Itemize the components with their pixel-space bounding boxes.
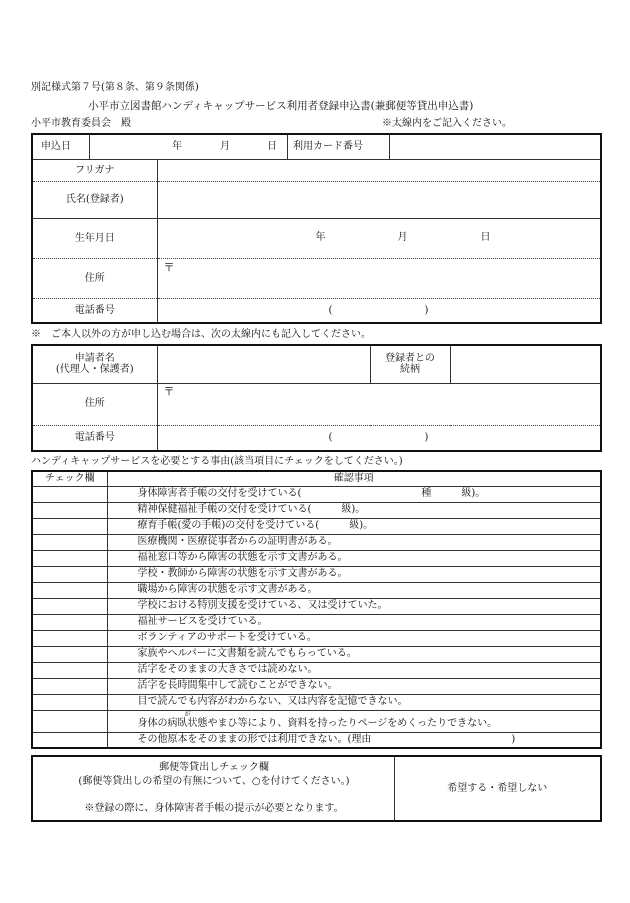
phone-paren-close: ): [424, 304, 429, 316]
checklist-item: 身体の病臥状態やまひ等により、資料を持ったりページをめくったりできない。: [137, 718, 498, 730]
relation-label: [370, 345, 450, 383]
form-title: 小平市立図書館ハンディキャップサービス利用者登録申込書(兼郵便等貸出申込書): [88, 100, 474, 112]
relation-label-line1: 登録者との: [385, 352, 435, 364]
name-label: 氏名(登録者): [32, 182, 157, 219]
birth-month: 月: [397, 231, 408, 243]
checklist-table: [31, 470, 602, 749]
apply-date-month: 月: [220, 141, 230, 153]
birth-day: 日: [480, 231, 491, 243]
checklist-item: 学校における特別支援を受けている、又は受けていた。: [107, 598, 601, 614]
postal-mark: 〒: [163, 260, 175, 274]
proxy-phone-field[interactable]: [157, 425, 601, 451]
proxy-form: [31, 344, 602, 452]
checklist-item: 福祉サービスを受けている。: [107, 614, 601, 630]
form-number: 別記様式第７号(第８条、第９条関係): [31, 82, 199, 93]
check-cell[interactable]: [32, 550, 107, 566]
checklist-item: その他原本をそのままの形では利用できない。(理由 ): [107, 732, 601, 748]
apply-date-year: 年: [172, 141, 182, 153]
apply-date-day: 日: [267, 141, 277, 153]
proxy-phone-paren-open: (: [328, 431, 333, 443]
reason-heading: ハンディキャップサービスを必要とする事由(該当項目にチェックをしてください。): [31, 456, 403, 467]
address-label: 住所: [32, 259, 157, 299]
check-cell[interactable]: [32, 614, 107, 630]
proxy-phone-paren-close: ): [424, 431, 429, 443]
applicant-name-field[interactable]: [157, 345, 370, 383]
checklist-item: 活字をそのままの大きさでは読めない。: [107, 662, 601, 678]
check-cell[interactable]: [32, 678, 107, 694]
relation-field[interactable]: [450, 345, 601, 383]
birthdate-field[interactable]: [157, 219, 601, 259]
check-cell[interactable]: [32, 710, 107, 732]
checklist-item: 活字を長時間集中して読むことができない。: [107, 678, 601, 694]
check-cell[interactable]: [32, 646, 107, 662]
postal-loan-title: 郵便等貸出しチェック欄: [159, 762, 269, 773]
check-cell[interactable]: [32, 566, 107, 582]
fill-in-note: ※太線内をご記入ください。: [382, 118, 512, 129]
postal-loan-note: ※登録の際に、身体障害者手帳の提示が必要となります。: [84, 803, 344, 814]
card-number-field[interactable]: [393, 137, 593, 157]
registrant-form: [31, 133, 602, 324]
checklist-item-with-ruby: [107, 710, 601, 732]
name-field[interactable]: [157, 182, 601, 219]
check-cell[interactable]: [32, 518, 107, 534]
checklist-header-check: チェック欄: [32, 471, 107, 486]
checklist-item: 職場から障害の状態を示す文書がある。: [107, 582, 601, 598]
postal-loan-instruction: (郵便等貸出しの希望の有無について、○を付けてください。): [78, 776, 350, 787]
proxy-address-label: 住所: [32, 383, 157, 425]
address-field[interactable]: [157, 259, 601, 299]
checklist-item: 福祉窓口等から障害の状態を示す文書がある。: [107, 550, 601, 566]
applicant-label-line2: (代理人・保護者): [55, 364, 134, 376]
check-cell[interactable]: [32, 732, 107, 748]
postal-loan-info: [32, 756, 394, 821]
phone-paren-open: (: [328, 304, 333, 316]
checklist-item: 医療機関・医療従事者からの証明書がある。: [107, 534, 601, 550]
birth-year: 年: [315, 231, 326, 243]
check-cell[interactable]: [32, 502, 107, 518]
check-cell[interactable]: [32, 630, 107, 646]
check-cell[interactable]: [32, 486, 107, 502]
postal-loan-choice[interactable]: 希望する・希望しない: [394, 756, 601, 821]
checklist-item: 精神保健福祉手帳の交付を受けている( 級)。: [107, 502, 601, 518]
check-cell[interactable]: [32, 694, 107, 710]
furigana-label: フリガナ: [32, 160, 157, 182]
checklist-item: 学校・教師から障害の状態を示す文書がある。: [107, 566, 601, 582]
card-number-label: 利用カード番号: [293, 141, 363, 153]
checklist-item: ボランティアのサポートを受けている。: [107, 630, 601, 646]
proxy-postal-mark: 〒: [163, 385, 175, 398]
proxy-note: ※ ご本人以外の方が申し込む場合は、次の太線内にも記入してください。: [31, 329, 371, 340]
check-cell[interactable]: [32, 598, 107, 614]
phone-label: 電話番号: [32, 299, 157, 323]
proxy-address-field[interactable]: [157, 383, 601, 425]
checklist-item: 療育手帳(愛の手帳)の交付を受けている( 級)。: [107, 518, 601, 534]
checklist-item: 家族やヘルパーに文書類を読んでもらっている。: [107, 646, 601, 662]
postal-loan-table: [31, 755, 602, 822]
check-cell[interactable]: [32, 534, 107, 550]
addressee: 小平市教育委員会 殿: [31, 118, 131, 129]
applicant-label-line1: 申請者名: [74, 352, 115, 364]
apply-date-row: [32, 134, 601, 160]
checklist-header-item: 確認事項: [107, 471, 601, 486]
proxy-phone-label: 電話番号: [32, 425, 157, 451]
checklist-item: 目で読んでも内容がわからない、又は内容を記憶できない。: [107, 694, 601, 710]
ruby-ga: が: [184, 710, 191, 718]
birthdate-label: 生年月日: [32, 219, 157, 259]
applicant-label: [32, 345, 157, 383]
furigana-field[interactable]: [157, 160, 601, 182]
relation-label-line2: 続柄: [400, 364, 420, 376]
check-cell[interactable]: [32, 582, 107, 598]
apply-date-label: 申込日: [41, 141, 71, 153]
phone-field[interactable]: [157, 299, 601, 323]
checklist-item: 身体障害者手帳の交付を受けている( 種 級)。: [107, 486, 601, 502]
check-cell[interactable]: [32, 662, 107, 678]
